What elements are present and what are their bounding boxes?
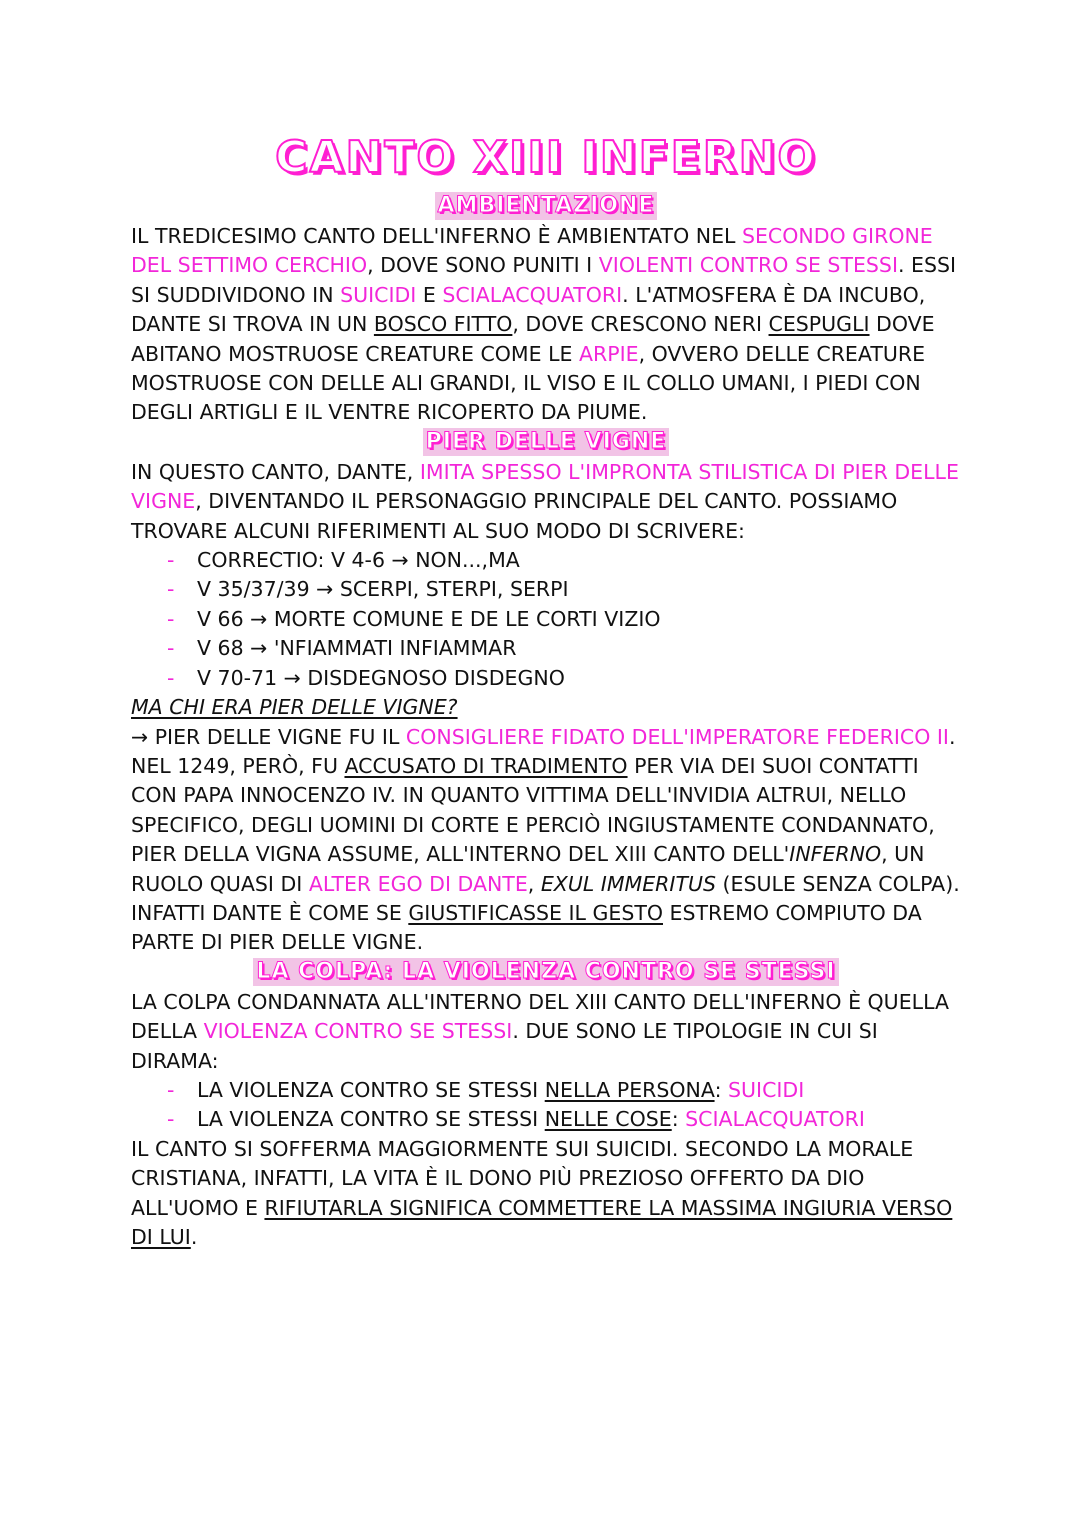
- text: . NEL 1249, PERÒ, FU: [131, 724, 956, 778]
- text: . ESSI SI SUDDIVIDONO IN: [131, 253, 957, 307]
- dash-bullet-icon: -: [167, 665, 175, 690]
- text: , OVVERO DELLE CREATURE MOSTRUOSE CON DELLE ALI GRANDI, IL VISO E IL COLLO UMANI, I PIEDI CON DEGLI ARTIGLI E IL VENTRE RICOPERTO DA PIUME.: [131, 341, 926, 425]
- list-item: [167, 1105, 961, 1134]
- text: → PIER DELLE VIGNE FU IL: [131, 724, 406, 749]
- underlined-text: NELLA PERSONA: [544, 1077, 715, 1102]
- list-item-text: CORRECTIO: V 4-6 → NON...,MA: [197, 548, 520, 573]
- underlined-text: ACCUSATO DI TRADIMENTO: [344, 753, 628, 778]
- violence-types-list: [131, 1076, 961, 1135]
- list-item-text: V 35/37/39 → SCERPI, STERPI, SERPI: [197, 577, 569, 602]
- pier-intro-paragraph: [131, 458, 961, 546]
- list-item: [167, 575, 961, 604]
- highlight-text: SUICIDI: [340, 282, 417, 307]
- highlight-text: VIOLENTI CONTRO SE STESSI: [598, 253, 898, 278]
- text: . DUE SONO LE TIPOLOGIE IN CUI SI DIRAMA:: [131, 1019, 878, 1073]
- section-heading-la-colpa: [131, 958, 961, 988]
- underlined-text: BOSCO FITTO: [373, 312, 513, 337]
- list-item: [167, 605, 961, 634]
- list-item: [167, 546, 961, 575]
- pier-answer-paragraph: [131, 723, 961, 958]
- page-title: CANTO XIII INFERNO: [275, 132, 817, 183]
- list-item-text: V 70-71 → DISDEGNOSO DISDEGNO: [197, 665, 565, 690]
- ambientazione-paragraph: [131, 222, 961, 428]
- stylistic-references-list: [131, 546, 961, 693]
- list-item: [167, 1076, 961, 1105]
- text: , UN RUOLO QUASI DI: [131, 842, 925, 896]
- question-text: MA CHI ERA PIER DELLE VIGNE?: [131, 695, 458, 720]
- list-item-text: V 68 → 'NFIAMMATI INFIAMMAR: [197, 636, 517, 661]
- text: . L'ATMOSFERA È DA INCUBO, DANTE SI TROVA IN UN: [131, 282, 926, 337]
- highlight-text: VIOLENZA CONTRO SE STESSI: [203, 1019, 513, 1044]
- text: PER VIA DEI SUOI CONTATTI CON PAPA INNOCENZO IV. IN QUANTO VITTIMA DELL'INVIDIA ALTRUI, NELLO SPECIFICO, DEGLI UOMINI DI CORTE E PERCIÒ INGIUSTAMENTE CONDANNATO, PIER DELLA VIGNA ASSUME, ALL'INTERNO DEL XIII CANTO DELL': [131, 753, 935, 867]
- text: :: [714, 1077, 728, 1102]
- text: , DOVE SONO PUNITI I: [367, 253, 599, 278]
- text: LA VIOLENZA CONTRO SE STESSI: [197, 1107, 545, 1132]
- highlight-text: SCIALACQUATORI: [685, 1107, 865, 1132]
- highlight-text: IMITA SPESSO L'IMPRONTA STILISTICA DI PIER DELLE VIGNE: [131, 459, 959, 514]
- text: IL CANTO SI SOFFERMA MAGGIORMENTE SUI SUICIDI. SECONDO LA MORALE CRISTIANA, INFATTI, LA VITA È IL DONO PIÙ PREZIOSO OFFERTO DA DIO ALL'UOMO E: [131, 1136, 914, 1220]
- highlight-text: CONSIGLIERE FIDATO DELL'IMPERATORE FEDERICO II: [405, 724, 949, 749]
- dash-bullet-icon: -: [167, 1107, 175, 1132]
- question-line: [131, 693, 961, 722]
- text: (ESULE SENZA COLPA). INFATTI DANTE È COME SE: [131, 871, 960, 925]
- text: ,: [527, 871, 541, 896]
- text: LA VIOLENZA CONTRO SE STESSI: [197, 1077, 545, 1102]
- text: ESTREMO COMPIUTO DA PARTE DI PIER DELLE VIGNE.: [131, 900, 922, 955]
- colpa-conclusion-paragraph: [131, 1135, 961, 1253]
- highlight-text: SECONDO GIRONE DEL SETTIMO CERCHIO: [131, 224, 933, 278]
- list-item: [167, 634, 961, 663]
- dash-bullet-icon: -: [167, 606, 175, 631]
- text: , DOVE CRESCONO NERI: [512, 312, 769, 337]
- underlined-text: CESPUGLI: [768, 312, 870, 337]
- dash-bullet-icon: -: [167, 577, 175, 602]
- underlined-text: NELLE COSE: [544, 1107, 672, 1132]
- highlight-text: ALTER EGO DI DANTE: [308, 871, 528, 896]
- underlined-text: RIFIUTARLA SIGNIFICA COMMETTERE LA MASSIMA INGIURIA VERSO DI LUI: [131, 1195, 953, 1249]
- text: DOVE ABITANO MOSTRUOSE CREATURE COME LE: [131, 312, 935, 366]
- highlight-text: ARPIE: [578, 341, 639, 366]
- dash-bullet-icon: -: [167, 548, 175, 573]
- highlight-text: SUICIDI: [728, 1077, 805, 1102]
- text: E: [416, 282, 443, 307]
- underlined-text: GIUSTIFICASSE IL GESTO: [408, 900, 663, 925]
- list-item-text: V 66 → MORTE COMUNE E DE LE CORTI VIZIO: [197, 606, 661, 631]
- italic-text: INFERNO: [789, 842, 882, 867]
- text: IL TREDICESIMO CANTO DELL'INFERNO È AMBIENTATO NEL: [131, 224, 742, 248]
- section-heading-text: PIER DELLE VIGNE: [423, 428, 670, 456]
- document-page: [131, 130, 961, 1252]
- text: :: [671, 1107, 686, 1132]
- colpa-intro-paragraph: [131, 988, 961, 1076]
- dash-bullet-icon: -: [167, 636, 175, 661]
- text: IN QUESTO CANTO, DANTE,: [131, 459, 420, 484]
- text: LA COLPA CONDANNATA ALL'INTERNO DEL XIII CANTO DELL'INFERNO È QUELLA DELLA: [131, 989, 949, 1044]
- section-heading-text: AMBIENTAZIONE: [435, 192, 658, 220]
- section-heading-ambientazione: [131, 192, 961, 222]
- dash-bullet-icon: -: [167, 1077, 175, 1102]
- list-item: [167, 664, 961, 693]
- text: .: [190, 1225, 198, 1249]
- highlight-text: SCIALACQUATORI: [442, 282, 623, 307]
- section-heading-text: LA COLPA: LA VIOLENZA CONTRO SE STESSI: [253, 958, 838, 986]
- text: , DIVENTANDO IL PERSONAGGIO PRINCIPALE DEL CANTO. POSSIAMO TROVARE ALCUNI RIFERIMENTI AL SUO MODO DI SCRIVERE:: [131, 489, 898, 543]
- italic-text: EXUL IMMERITUS: [540, 871, 716, 896]
- section-heading-pier-delle-vigne: [131, 428, 961, 458]
